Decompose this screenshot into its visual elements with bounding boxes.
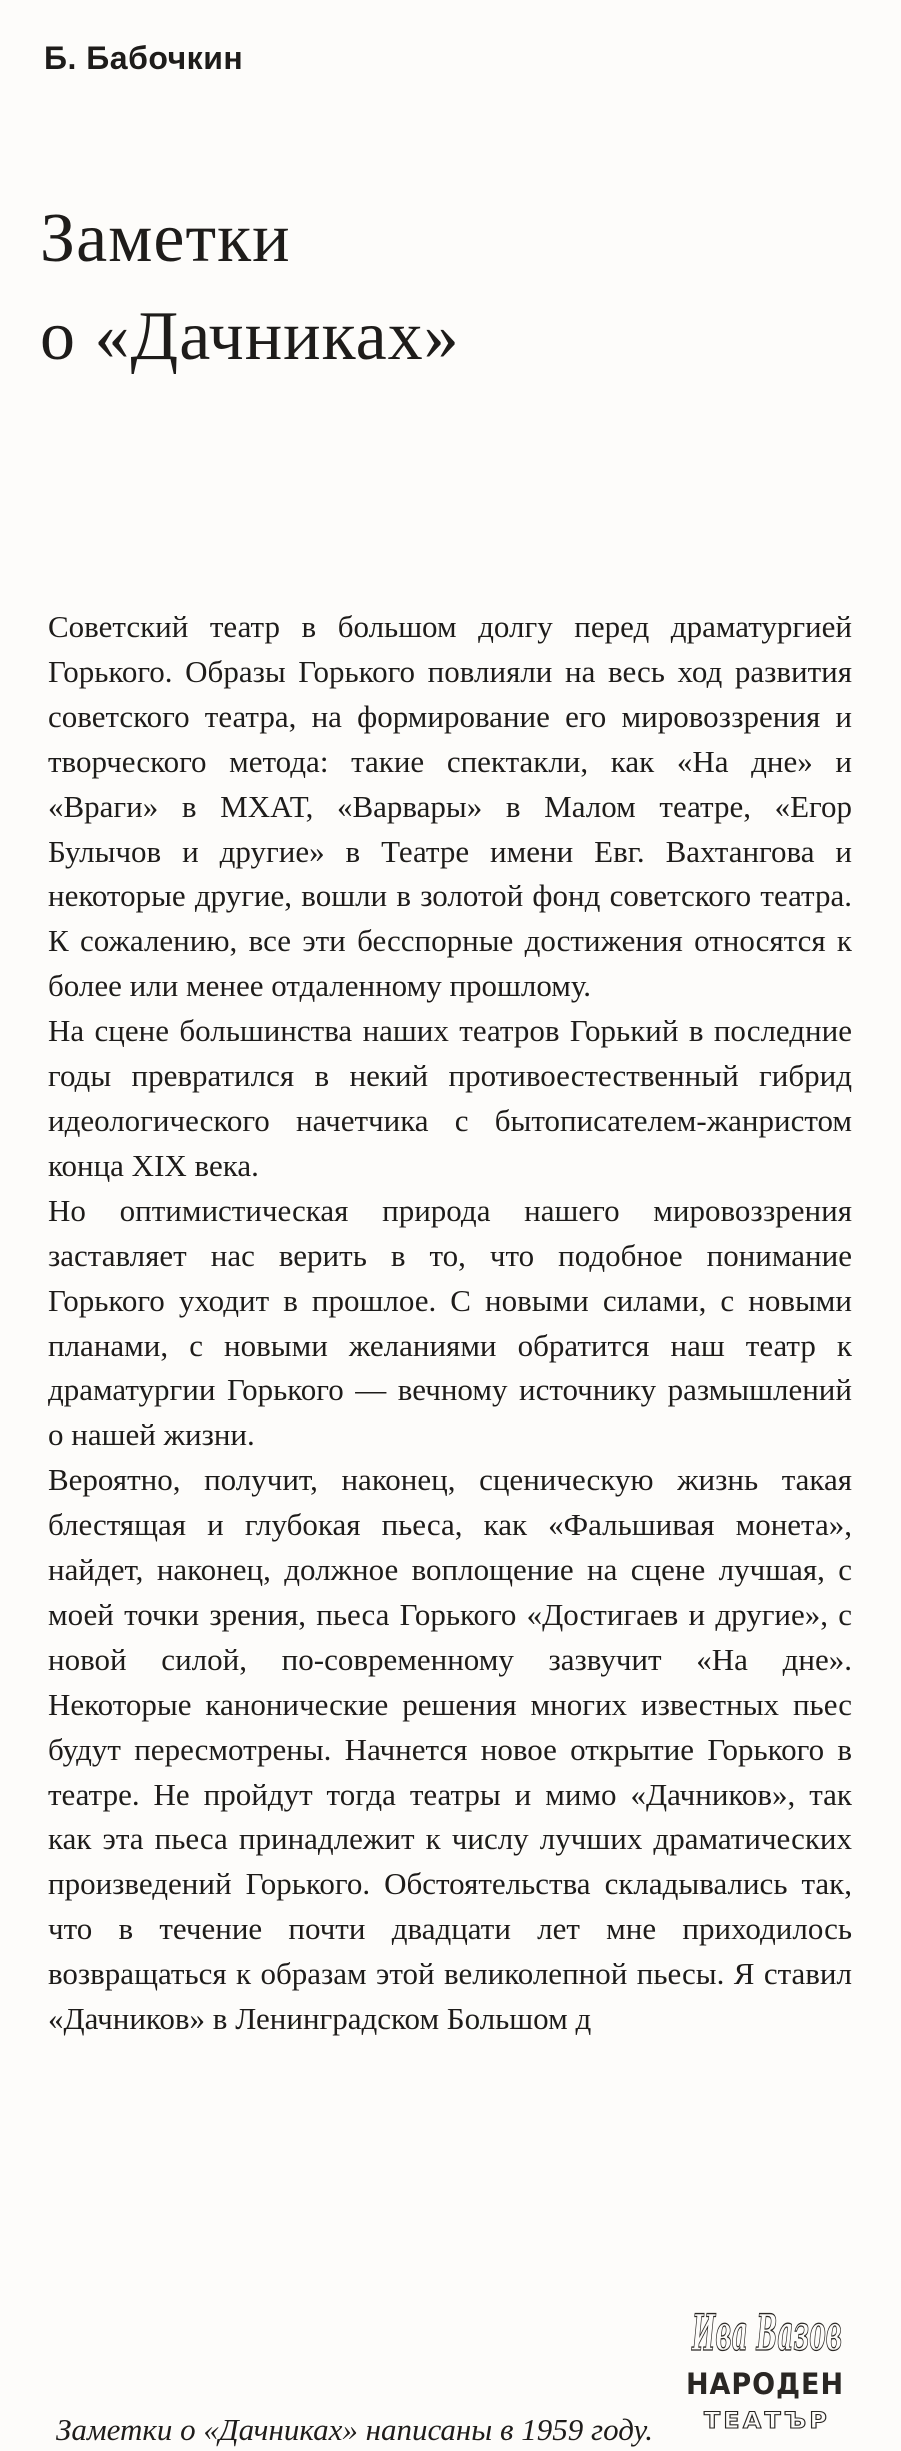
article-title-line-2: о «Дачниках»	[40, 298, 460, 375]
paragraph: Вероятно, получит, наконец, сценическую жизнь такая блестящая и глубокая пьеса, как «Фальшивая монета», найдет, наконец, должное воплощение на сцене лучшая, с моей точки зрения, пьеса Горького «Достигаев и другие», с новой силой, по-современному зазвучит «На дне». Некоторые канонические решения многих известных пьес будут пересмотрены. Начнется новое открытие Горького в театре. Не пройдут тогда театры и мимо «Дачников», так как эта пьеса принадлежит к числу лучших драматических произведений Горького. Обстоятельства складывались так, что в течение почти двадцати лет мне приходилось возвращаться к образам этой великолепной пьесы. Я ставил «Дачников» в Ленинградском Большом д	[48, 1462, 852, 2037]
paragraph: Но оптимистическая природа нашего мировоззрения заставляет нас верить в то, что подобное понимание Горького уходит в прошлое. С новыми силами, с новыми планами, с новыми желаниями обратится наш театр к драматургии Горького — вечному источнику размышлений о нашей жизни.	[48, 1192, 852, 1453]
theatre-stamp-logo	[678, 2302, 848, 2437]
author-name: Б. Бабочкин	[44, 40, 244, 76]
paragraph: Советский театр в большом долгу перед драматургией Горького. Образы Горького повлияли на весь ход развития советского театра, на формирование его мировоззрения и творческого метода: такие спектакли, как «На дне» и «Враги» в МХАТ, «Варвары» в Малом театре, «Егор Булычов и другие» в Театре имени Евг. Вахтангова и некоторые другие, вошли в золотой фонд советского театра. К сожалению, все эти бесспорные достижения относятся к более или менее отдаленному прошлому.	[48, 609, 852, 1004]
article-title	[40, 190, 460, 386]
stamp-word-teatar: ТЕАТЪР	[704, 2409, 830, 2434]
stamp-word-naroden: НАРОДЕН	[686, 2367, 844, 2401]
article-body	[48, 605, 852, 2042]
stamp-signature: Ива Вазов	[691, 2303, 842, 2362]
footnote: Заметки о «Дачниках» написаны в 1959 году.	[56, 2412, 654, 2447]
paragraph: На сцене большинства наших театров Горький в последние годы превратился в некий противоестественный гибрид идеологического начетчика с бытописателем-жанристом конца XIX века.	[48, 1013, 852, 1183]
article-title-line-1: Заметки	[40, 200, 291, 277]
